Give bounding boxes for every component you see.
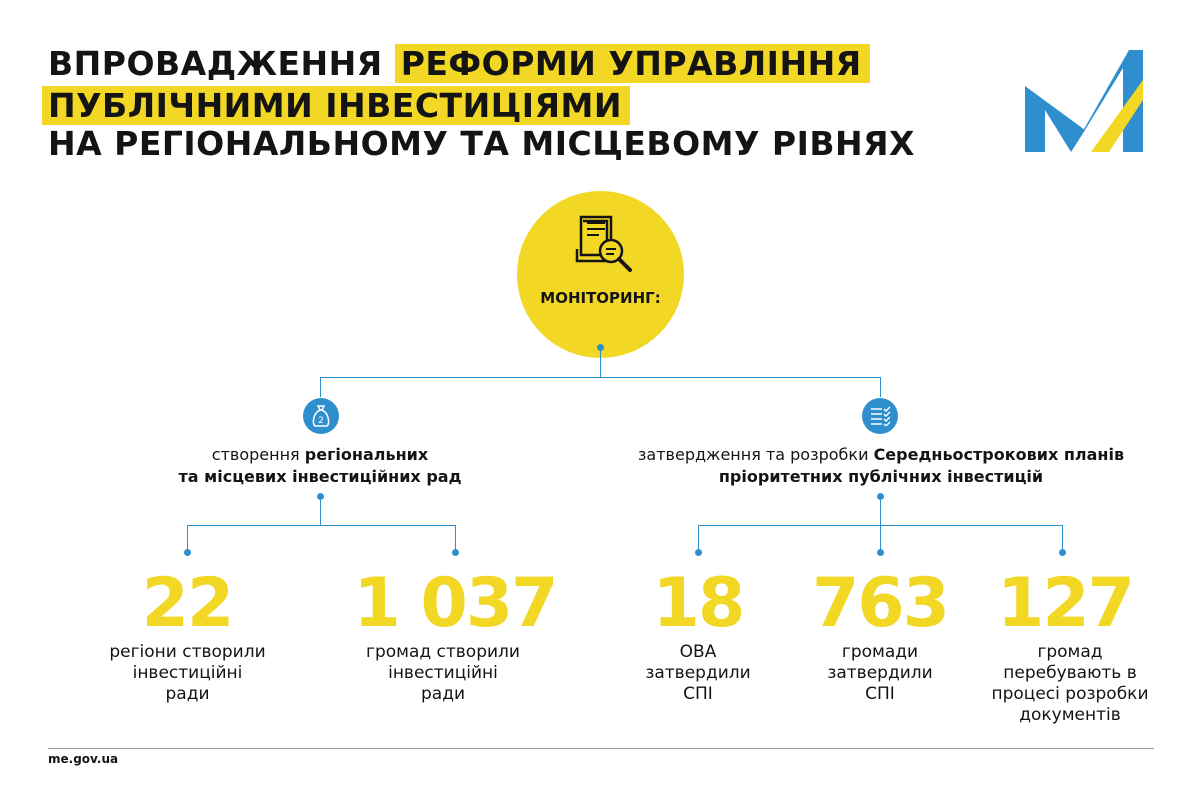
desc-line: ради (420, 684, 465, 704)
desc-line: затвердили (645, 663, 751, 683)
stat-value-communities-approved: 763 (812, 564, 948, 643)
desc-line: процесі розробки (991, 684, 1149, 704)
center-connector (600, 350, 601, 377)
svg-text:2: 2 (318, 416, 324, 426)
left-sub-drop-2 (455, 525, 456, 552)
stat-value-regions-councils: 22 (141, 564, 233, 643)
monitoring-label: МОНІТОРИНГ: (540, 289, 661, 307)
left-branch-label-bold: регіональних (304, 445, 429, 464)
right-sub-drop-1 (698, 525, 699, 552)
footer-divider (48, 748, 1154, 749)
right-stat-dot-3 (1059, 549, 1066, 556)
title-line-2 (42, 87, 630, 125)
stat-desc-regions-councils (90, 642, 285, 705)
title-line-1-highlight: РЕФОРМИ УПРАВЛІННЯ (395, 44, 870, 83)
desc-line: СПІ (865, 684, 895, 704)
title-line-1 (48, 45, 870, 83)
left-stat-dot-2 (452, 549, 459, 556)
desc-line: документів (1019, 705, 1121, 725)
stat-value-communities-developing: 127 (997, 564, 1133, 643)
stat-desc-ova-approved (628, 642, 768, 705)
checklist-icon (869, 406, 891, 426)
document-search-icon (575, 213, 635, 275)
desc-line: ОВА (679, 642, 717, 662)
stat-value-communities-councils: 1 037 (353, 564, 557, 643)
desc-line: перебувають в (1003, 663, 1137, 683)
title-line-1-plain: ВПРОВАДЖЕННЯ (48, 44, 383, 83)
stat-value-ova-approved: 18 (652, 564, 744, 643)
left-branch-icon-circle (303, 398, 339, 434)
left-sub-drop-1 (187, 525, 188, 552)
stat-desc-communities-approved (810, 642, 950, 705)
footer-site-link[interactable]: me.gov.ua (48, 752, 119, 766)
desc-line: громад створили (366, 642, 520, 662)
left-sub-connector (320, 500, 321, 525)
right-sub-connector (880, 500, 881, 525)
left-sub-dot (317, 493, 324, 500)
right-sub-drop-2 (880, 525, 881, 552)
right-stat-dot-2 (877, 549, 884, 556)
right-branch-drop (880, 377, 881, 397)
title-line-2-highlight: ПУБЛІЧНИМИ ІНВЕСТИЦІЯМИ (42, 86, 630, 125)
top-branch-line (320, 377, 881, 378)
desc-line: громади (841, 642, 919, 662)
ministry-m-logo (1025, 50, 1147, 154)
right-branch-icon-circle (862, 398, 898, 434)
right-stat-dot-1 (695, 549, 702, 556)
left-branch-label-line2: та місцевих інвестиційних рад (178, 467, 462, 486)
desc-line: регіони створили (109, 642, 266, 662)
right-branch-label-bold: Середньострокових планів (873, 445, 1125, 464)
left-branch-drop (320, 377, 321, 397)
right-branch-label-plain: затвердження та розробки (637, 445, 874, 464)
desc-line: ради (165, 684, 210, 704)
stat-desc-communities-councils (345, 642, 541, 705)
left-stat-dot-1 (184, 549, 191, 556)
left-branch-label (140, 444, 500, 488)
right-branch-label-line2: пріоритетних публічних інвестицій (718, 467, 1044, 486)
left-branch-label-plain: створення (211, 445, 305, 464)
desc-line: інвестиційні (132, 663, 243, 683)
title-line-3: НА РЕГІОНАЛЬНОМУ ТА МІСЦЕВОМУ РІВНЯХ (48, 124, 915, 163)
right-sub-drop-3 (1062, 525, 1063, 552)
desc-line: затвердили (827, 663, 933, 683)
monitoring-circle (517, 191, 684, 358)
right-sub-dot (877, 493, 884, 500)
desc-line: інвестиційні (388, 663, 498, 683)
right-branch-label (600, 444, 1162, 488)
stat-desc-communities-developing (970, 642, 1170, 726)
left-sub-line (187, 525, 456, 526)
desc-line: громад (1037, 642, 1103, 662)
money-bag-icon (311, 404, 331, 428)
desc-line: СПІ (683, 684, 713, 704)
